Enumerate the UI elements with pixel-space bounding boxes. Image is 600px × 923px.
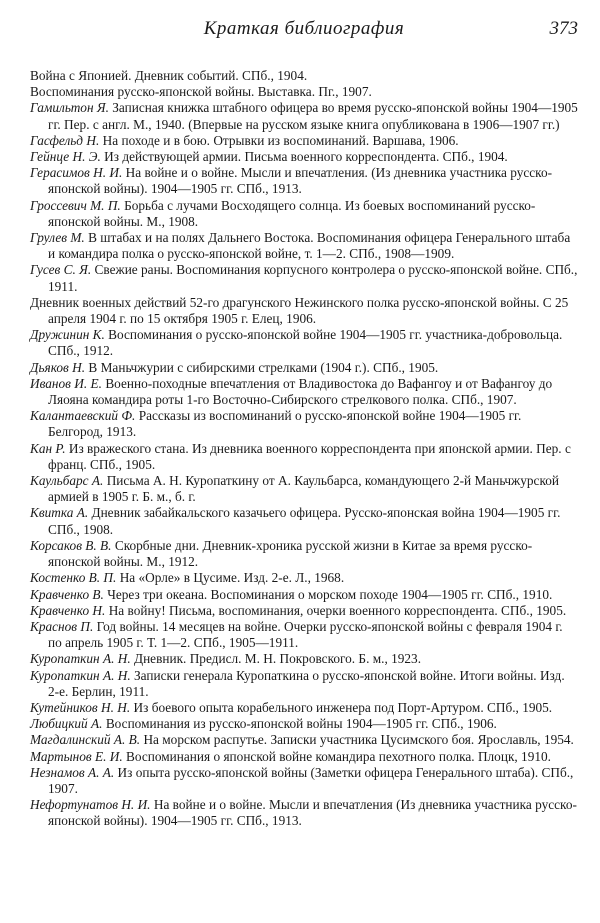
bibliography-entry	[30, 262, 578, 294]
entry-author: Гроссевич М. П.	[30, 197, 121, 213]
bibliography-entry	[30, 84, 578, 100]
bibliography-entry	[30, 570, 578, 586]
entry-author: Корсаков В. В.	[30, 537, 112, 553]
entry-text: Свежие раны. Воспоминания корпусного контролера о русско-японской войне. СПб., 1911.	[48, 262, 578, 294]
bibliography-entry	[30, 749, 578, 765]
entry-text: Из вражеского стана. Из дневника военного корреспондента при японской армии. Пер. с франц. СПб., 1905.	[48, 440, 571, 472]
bibliography-entry	[30, 797, 578, 829]
entry-author: Гамильтон Я.	[30, 100, 109, 116]
entry-text: Военно-походные впечатления от Владивостока до Вафангоу и от Вафангоу до Ляояна командира роты 1-го Восточно-Сибирского стрелкового полка. СПб., 1907.	[48, 375, 553, 408]
bibliography-list	[30, 68, 578, 830]
running-title: Краткая библиография	[203, 18, 405, 39]
entry-text: Воспоминания о русско-японской войне 1904—1905 гг. участника-добровольца. СПб., 1912.	[48, 327, 563, 359]
bibliography-entry	[30, 165, 578, 197]
entry-author: Гасфельд Н.	[30, 132, 100, 148]
bibliography-entry	[30, 100, 578, 132]
entry-author: Незнамов А. А.	[30, 764, 115, 780]
page-header	[30, 18, 578, 46]
entry-text: Письма А. Н. Куропаткину от А. Каульбарса, командующего 2-й Маньчжурской армией в 1905 г. Б. м., б. г.	[48, 473, 559, 505]
entry-text: В Маньчжурии с сибирскими стрелками (1904 г.). СПб., 1905.	[88, 359, 439, 375]
entry-text: Воспоминания о японской войне командира пехотного полка. Плоцк, 1910.	[125, 748, 551, 764]
entry-author: Иванов И. Е.	[30, 375, 102, 391]
entry-author: Куропаткин А. Н.	[30, 667, 131, 683]
entry-text: Воспоминания русско-японской войны. Выставка. Пг., 1907.	[30, 84, 372, 100]
bibliography-entry	[30, 619, 578, 651]
bibliography-entry	[30, 765, 578, 797]
entry-author: Магдалинский А. В.	[30, 732, 141, 748]
entry-author: Костенко В. П.	[30, 570, 117, 586]
bibliography-entry	[30, 230, 578, 262]
bibliography-entry	[30, 198, 578, 230]
bibliography-entry	[30, 441, 578, 473]
entry-author: Кутейников Н. Н.	[30, 699, 131, 715]
bibliography-entry	[30, 133, 578, 149]
bibliography-entry	[30, 360, 578, 376]
entry-text: На походе и в бою. Отрывки из воспоминаний. Варшава, 1906.	[102, 132, 459, 148]
bibliography-entry	[30, 376, 578, 408]
entry-author: Гусев С. Я.	[30, 262, 92, 278]
entry-text: Скорбные дни. Дневник-хроника русской жизни в Китае за время русско-японской войны. М., 1912.	[48, 537, 533, 570]
bibliography-entry	[30, 149, 578, 165]
bibliography-entry	[30, 603, 578, 619]
bibliography-entry	[30, 716, 578, 732]
entry-author: Герасимов Н. И.	[30, 165, 123, 181]
entry-author: Куропаткин А. Н.	[30, 651, 131, 667]
entry-author: Дружинин К.	[30, 327, 105, 343]
entry-text: Дневник военных действий 52-го драгунского Нежинского полка русско-японской войны. С 25 апреля 1904 г. по 15 октября 1905 г. Елец, 1906.	[30, 294, 569, 327]
bibliography-entry	[30, 651, 578, 667]
bibliography-entry	[30, 732, 578, 748]
entry-text: На войну! Письма, воспоминания, очерки военного корреспондента. СПб., 1905.	[108, 602, 567, 618]
entry-text: Год войны. 14 месяцев на войне. Очерки русско-японской войны с февраля 1904 г. по апрель 1905 г. Т. 1—2. СПб., 1905—1911.	[48, 618, 563, 651]
bibliography-entry	[30, 505, 578, 537]
entry-author: Любицкий А.	[30, 716, 103, 732]
entry-author: Кравченко Н.	[30, 602, 106, 618]
entry-text: Из опыта русско-японской войны (Заметки офицера Генерального штаба). СПб., 1907.	[48, 764, 574, 796]
entry-text: На морском распутье. Записки участника Цусимского боя. Ярославль, 1954.	[143, 732, 574, 748]
entry-text: Через три океана. Воспоминания о морском походе 1904—1905 гг. СПб., 1910.	[107, 586, 553, 602]
entry-text: Из действующей армии. Письма военного корреспондента. СПб., 1904.	[104, 149, 508, 165]
entry-text: В штабах и на полях Дальнего Востока. Воспоминания офицера Генерального штаба и командира полка о русско-японской войне, т. 1—2. СПб., 1908—1909.	[48, 230, 571, 262]
entry-author: Квитка А.	[30, 505, 89, 521]
bibliography-entry	[30, 68, 578, 84]
bibliography-entry	[30, 473, 578, 505]
bibliography-entry	[30, 408, 578, 440]
entry-author: Каульбарс А.	[30, 473, 104, 489]
entry-text: На войне и о войне. Мысли и впечатления (Из дневника участника русско-японской войны). 1904—1905 гг. СПб., 1913.	[48, 797, 577, 829]
entry-author: Кравченко В.	[30, 586, 104, 602]
entry-text: Записки генерала Куропаткина о русско-японской войне. Итоги войны. Изд. 2-е. Берлин, 1911.	[48, 667, 565, 699]
entry-text: Из боевого опыта корабельного инженера под Порт-Артуром. СПб., 1905.	[133, 699, 553, 715]
entry-text: На войне и о войне. Мысли и впечатления. (Из дневника участника русско-японской войны). 1904—1905 гг. СПб., 1913.	[48, 165, 553, 197]
entry-text: На «Орле» в Цусиме. Изд. 2-е. Л., 1968.	[119, 570, 345, 586]
entry-author: Дьяков Н.	[30, 359, 86, 375]
entry-text: Воспоминания из русско-японской войны 1904—1905 гг. СПб., 1906.	[105, 716, 497, 732]
bibliography-entry	[30, 668, 578, 700]
entry-author: Нефортунатов Н. И.	[30, 797, 151, 813]
bibliography-entry	[30, 295, 578, 327]
page-number: 373	[549, 18, 578, 39]
entry-text: Рассказы из воспоминаний о русско-японской войне 1904—1905 гг. Белгород, 1913.	[48, 408, 522, 440]
bibliography-entry	[30, 587, 578, 603]
entry-author: Гейнце Н. Э.	[30, 149, 101, 165]
entry-author: Краснов П.	[30, 618, 94, 634]
entry-text: Дневник забайкальского казачьего офицера. Русско-японская война 1904—1905 гг. СПб., 1908.	[48, 505, 561, 537]
entry-text: Записная книжка штабного офицера во время русско-японской войны 1904—1905 гг. Пер. с англ. М., 1940. (Впервые на русском языке книга опубликована в 1906—1907 гг.)	[48, 100, 578, 132]
entry-author: Кан Р.	[30, 440, 66, 456]
entry-text: Борьба с лучами Восходящего солнца. Из боевых воспоминаний русско-японской войны. М., 1908.	[48, 197, 536, 229]
entry-text: Дневник. Предисл. М. Н. Покровского. Б. м., 1923.	[134, 651, 422, 667]
entry-author: Грулев М.	[30, 230, 85, 246]
bibliography-entry	[30, 327, 578, 359]
entry-author: Мартынов Е. И.	[30, 748, 123, 764]
bibliography-entry	[30, 538, 578, 570]
entry-text: Война с Японией. Дневник событий. СПб., 1904.	[30, 68, 308, 83]
bibliography-entry	[30, 700, 578, 716]
entry-author: Калантаевский Ф.	[30, 408, 136, 424]
